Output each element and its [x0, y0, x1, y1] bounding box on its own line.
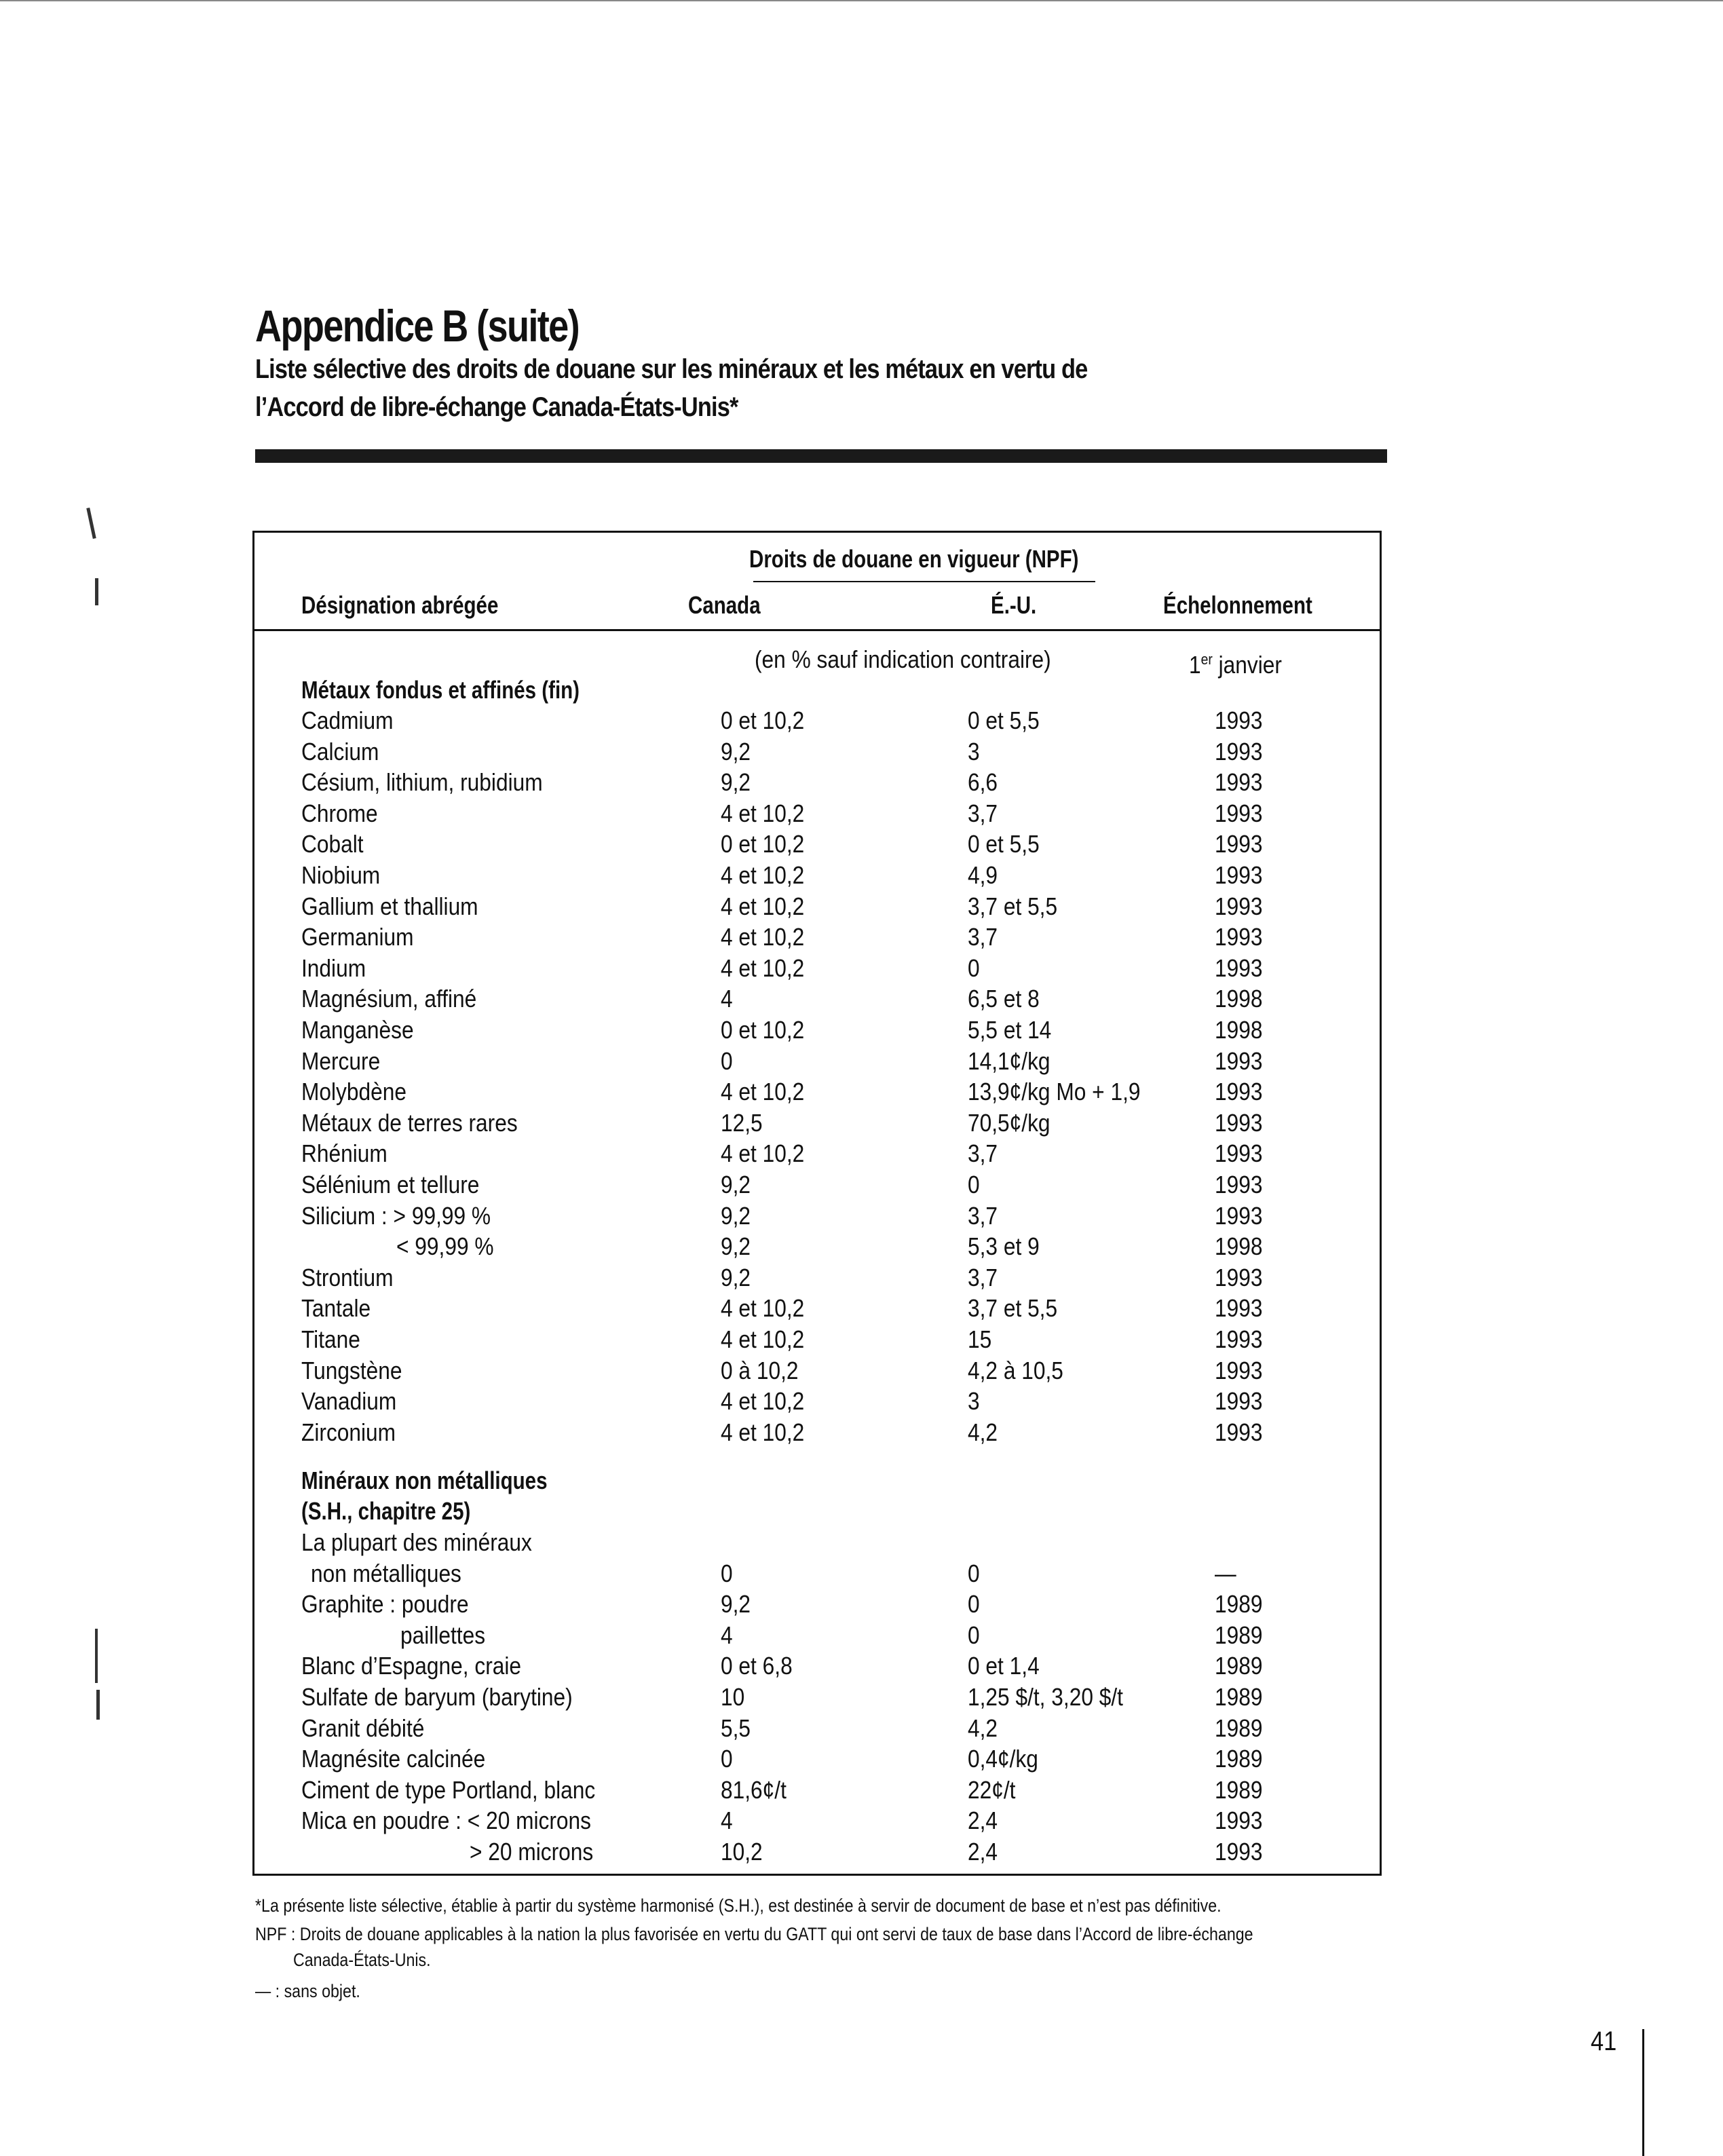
- date-note-num: 1: [1189, 651, 1201, 679]
- nonmetal-row-canada: 0: [721, 1745, 733, 1773]
- nonmetal-row-year: 1989: [1215, 1652, 1263, 1680]
- metal-row-year: 1993: [1215, 737, 1263, 765]
- metal-row-usa: 5,3 et 9: [968, 1232, 1040, 1261]
- metal-row-year: 1998: [1215, 1232, 1263, 1261]
- metal-row-name: Manganèse: [301, 1016, 414, 1044]
- metal-row-year: 1998: [1215, 1016, 1263, 1044]
- metal-row-usa: 0: [968, 953, 980, 982]
- metal-row-name: Magnésium, affiné: [301, 985, 477, 1013]
- metal-row-canada: 0 et 10,2: [721, 1016, 805, 1044]
- metal-row-year: 1993: [1215, 1108, 1263, 1137]
- nonmetal-row-name: paillettes: [400, 1621, 486, 1649]
- scan-top-line: [0, 0, 1723, 1]
- nonmetal-row-year: 1993: [1215, 1807, 1263, 1835]
- nonmetal-row-usa: 0: [968, 1590, 980, 1619]
- date-note-rest: janvier: [1212, 651, 1282, 679]
- col-header-designation: Désignation abrégée: [301, 591, 499, 619]
- metal-row-year: 1993: [1215, 1201, 1263, 1230]
- metal-row-usa: 4,2 à 10,5: [968, 1356, 1063, 1384]
- metal-row-name: Indium: [301, 953, 366, 982]
- nonmetal-row-name: Sulfate de baryum (barytine): [301, 1683, 573, 1711]
- metal-row-canada: 4 et 10,2: [721, 1294, 805, 1323]
- section-title-metals: Métaux fondus et affinés (fin): [301, 676, 580, 704]
- nonmetal-row-year: 1989: [1215, 1745, 1263, 1773]
- scan-mark-4: [96, 1690, 100, 1720]
- nonmetal-row-canada: 0: [721, 1559, 733, 1587]
- footnote-2-cont: Canada-États-Unis.: [293, 1950, 431, 1970]
- metal-row-canada: 0 à 10,2: [721, 1356, 799, 1384]
- metal-row-name: Tungstène: [301, 1356, 402, 1384]
- metal-row-canada: 4 et 10,2: [721, 1387, 805, 1416]
- metal-row-year: 1993: [1215, 1139, 1263, 1168]
- metal-row-year: 1993: [1215, 1325, 1263, 1353]
- date-note-sup: er: [1200, 651, 1213, 668]
- metal-row-canada: 4 et 10,2: [721, 799, 805, 827]
- nonmetal-row-canada: 10: [721, 1683, 745, 1711]
- nonmetal-row-year: —: [1215, 1559, 1236, 1587]
- metal-row-usa: 3,7 et 5,5: [968, 1294, 1058, 1323]
- nonmetal-row-usa: 2,4: [968, 1838, 998, 1866]
- metal-row-year: 1993: [1215, 1171, 1263, 1198]
- footnote-2: NPF : Droits de douane applicables à la nation la plus favorisée en vertu du GATT qui ont servi de taux de base dans l’Accord de libre-échange: [255, 1924, 1253, 1944]
- nonmetal-row-canada: 9,2: [721, 1590, 751, 1619]
- metal-row-usa: 3: [968, 1387, 980, 1416]
- metal-row-year: 1993: [1215, 1294, 1263, 1323]
- nonmetal-row-name: non métalliques: [311, 1559, 461, 1587]
- nonmetal-row-year: 1989: [1215, 1683, 1263, 1711]
- nonmetal-row-name: Granit débité: [301, 1714, 425, 1742]
- nonmetal-row-usa: 0,4¢/kg: [968, 1745, 1038, 1773]
- scan-mark-1: [86, 508, 96, 539]
- metal-row-canada: 4 et 10,2: [721, 1078, 805, 1106]
- metal-row-canada: 4 et 10,2: [721, 1139, 805, 1168]
- metal-row-name: Cobalt: [301, 830, 364, 858]
- page-subtitle-line-2: l’Accord de libre-échange Canada-États-Unis*: [255, 392, 738, 422]
- footnote-1: *La présente liste sélective, établie à partir du système harmonisé (S.H.), est destinée à servir de document de base et n’est pas définitive.: [255, 1895, 1222, 1916]
- metal-row-name: Calcium: [301, 737, 379, 765]
- metal-row-name: Métaux de terres rares: [301, 1108, 518, 1137]
- metal-row-usa: 3,7: [968, 1139, 998, 1168]
- metal-row-canada: 4 et 10,2: [721, 1325, 805, 1353]
- metal-row-name: Gallium et thallium: [301, 892, 478, 920]
- metal-row-year: 1993: [1215, 1387, 1263, 1416]
- metal-row-canada: 9,2: [721, 1232, 751, 1261]
- nonmetal-row-name: Ciment de type Portland, blanc: [301, 1775, 596, 1804]
- metal-row-name: Titane: [301, 1325, 360, 1353]
- metal-row-canada: 4 et 10,2: [721, 953, 805, 982]
- scan-mark-2: [95, 578, 98, 605]
- nonmetal-row-year: 1989: [1215, 1590, 1263, 1619]
- metal-row-year: 1993: [1215, 830, 1263, 858]
- metal-row-year: 1993: [1215, 1356, 1263, 1384]
- metal-row-name: Mercure: [301, 1046, 381, 1075]
- units-note: (en % sauf indication contraire): [755, 645, 1051, 673]
- metal-row-name: Sélénium et tellure: [301, 1171, 480, 1198]
- metal-row-year: 1993: [1215, 768, 1263, 797]
- metal-row-name: Chrome: [301, 799, 378, 827]
- nonmetal-row-canada: 5,5: [721, 1714, 751, 1742]
- metal-row-year: 1993: [1215, 1046, 1263, 1075]
- col-header-canada: Canada: [688, 591, 761, 619]
- metal-row-year: 1993: [1215, 953, 1263, 982]
- metal-row-name: Molybdène: [301, 1078, 406, 1106]
- scan-mark-3: [95, 1629, 98, 1683]
- page-subtitle-line-1: Liste sélective des droits de douane sur les minéraux et les métaux en vertu de: [255, 354, 1088, 384]
- metal-row-name: Germanium: [301, 923, 414, 951]
- group-header-underline: [753, 581, 1095, 582]
- metal-row-canada: 0 et 10,2: [721, 706, 805, 734]
- metal-row-year: 1993: [1215, 861, 1263, 889]
- title-rule: [255, 449, 1387, 463]
- col-header-schedule: Échelonnement: [1163, 591, 1312, 619]
- metal-row-canada: 4: [721, 985, 733, 1013]
- metal-row-name: Cadmium: [301, 706, 394, 734]
- metal-row-usa: 70,5¢/kg: [968, 1108, 1050, 1137]
- metal-row-usa: 3,7: [968, 1263, 998, 1291]
- nonmetal-row-canada: 4: [721, 1621, 733, 1649]
- metal-row-usa: 6,6: [968, 768, 998, 797]
- metal-row-canada: 0 et 10,2: [721, 830, 805, 858]
- nonmetal-row-name: > 20 microns: [470, 1838, 594, 1866]
- metal-row-usa: 4,9: [968, 861, 998, 889]
- metal-row-usa: 4,2: [968, 1418, 998, 1446]
- metal-row-usa: 14,1¢/kg: [968, 1046, 1050, 1075]
- nonmetal-row-year: 1989: [1215, 1775, 1263, 1804]
- metal-row-canada: 4 et 10,2: [721, 892, 805, 920]
- metal-row-canada: 4 et 10,2: [721, 923, 805, 951]
- nonmetal-row-usa: 2,4: [968, 1807, 998, 1835]
- metal-row-year: 1993: [1215, 892, 1263, 920]
- metal-row-name: Silicium : > 99,99 %: [301, 1201, 491, 1230]
- metal-row-usa: 3: [968, 737, 980, 765]
- nonmetal-row-usa: 0 et 1,4: [968, 1652, 1040, 1680]
- metal-row-name: Vanadium: [301, 1387, 397, 1416]
- nonmetal-row-usa: 0: [968, 1559, 980, 1587]
- nonmetal-row-year: 1993: [1215, 1838, 1263, 1866]
- metal-row-year: 1993: [1215, 706, 1263, 734]
- nonmetal-row-canada: 0 et 6,8: [721, 1652, 793, 1680]
- metal-row-usa: 15: [968, 1325, 992, 1353]
- metal-row-year: 1993: [1215, 1263, 1263, 1291]
- metal-row-canada: 9,2: [721, 1171, 751, 1198]
- metal-row-canada: 9,2: [721, 737, 751, 765]
- metal-row-name: Strontium: [301, 1263, 394, 1291]
- page-title: Appendice B (suite): [255, 301, 580, 351]
- metal-row-usa: 0 et 5,5: [968, 830, 1040, 858]
- metal-row-canada: 4 et 10,2: [721, 1418, 805, 1446]
- metal-row-year: 1993: [1215, 1418, 1263, 1446]
- nonmetal-row-name: Blanc d’Espagne, craie: [301, 1652, 522, 1680]
- nonmetal-row-usa: 0: [968, 1621, 980, 1649]
- metal-row-name: Césium, lithium, rubidium: [301, 768, 543, 797]
- date-note: [1189, 646, 1282, 679]
- metal-row-name: Tantale: [301, 1294, 371, 1323]
- metal-row-canada: 9,2: [721, 1263, 751, 1291]
- metal-row-canada: 9,2: [721, 768, 751, 797]
- nonmetal-row-usa: 1,25 $/t, 3,20 $/t: [968, 1683, 1123, 1711]
- metal-row-name: Rhénium: [301, 1139, 387, 1168]
- col-header-usa: É.-U.: [991, 591, 1037, 619]
- metal-row-usa: 3,7: [968, 923, 998, 951]
- metal-row-usa: 0: [968, 1171, 980, 1198]
- metal-row-usa: 3,7: [968, 1201, 998, 1230]
- metal-row-name: Zirconium: [301, 1418, 396, 1446]
- metal-row-canada: 0: [721, 1046, 733, 1075]
- metal-row-usa: 5,5 et 14: [968, 1016, 1052, 1044]
- metal-row-usa: 0 et 5,5: [968, 706, 1040, 734]
- nonmetal-row-canada: 81,6¢/t: [721, 1775, 787, 1804]
- metal-row-name: Niobium: [301, 861, 381, 889]
- header-separator: [252, 629, 1382, 631]
- nonmetal-row-name: Graphite : poudre: [301, 1590, 469, 1619]
- nonmetal-row-year: 1989: [1215, 1714, 1263, 1742]
- metal-row-usa: 13,9¢/kg Mo + 1,9: [968, 1078, 1141, 1106]
- metal-row-usa: 3,7 et 5,5: [968, 892, 1058, 920]
- metal-row-name: < 99,99 %: [396, 1232, 494, 1261]
- metal-row-canada: 12,5: [721, 1108, 763, 1137]
- section-title-nonmetallic-1: Minéraux non métalliques: [301, 1467, 548, 1494]
- nonmetal-row-name: La plupart des minéraux: [301, 1528, 532, 1556]
- metal-row-year: 1993: [1215, 799, 1263, 827]
- metal-row-usa: 6,5 et 8: [968, 985, 1040, 1013]
- metal-row-year: 1993: [1215, 1078, 1263, 1106]
- page-number: 41: [1591, 2026, 1617, 2056]
- nonmetal-row-name: Magnésite calcinée: [301, 1745, 486, 1773]
- metal-row-canada: 4 et 10,2: [721, 861, 805, 889]
- nonmetal-row-usa: 4,2: [968, 1714, 998, 1742]
- section-title-nonmetallic-2: (S.H., chapitre 25): [301, 1497, 471, 1525]
- group-header-npf: Droits de douane en vigueur (NPF): [749, 545, 1079, 573]
- nonmetal-row-usa: 22¢/t: [968, 1775, 1016, 1804]
- nonmetal-row-canada: 4: [721, 1807, 733, 1835]
- nonmetal-row-name: Mica en poudre : < 20 microns: [301, 1807, 592, 1835]
- metal-row-canada: 9,2: [721, 1201, 751, 1230]
- nonmetal-row-canada: 10,2: [721, 1838, 763, 1866]
- metal-row-usa: 3,7: [968, 799, 998, 827]
- metal-row-year: 1998: [1215, 985, 1263, 1013]
- footnote-3: — : sans objet.: [255, 1981, 360, 2001]
- page-margin-bar: [1642, 2029, 1644, 2156]
- metal-row-year: 1993: [1215, 923, 1263, 951]
- nonmetal-row-year: 1989: [1215, 1621, 1263, 1649]
